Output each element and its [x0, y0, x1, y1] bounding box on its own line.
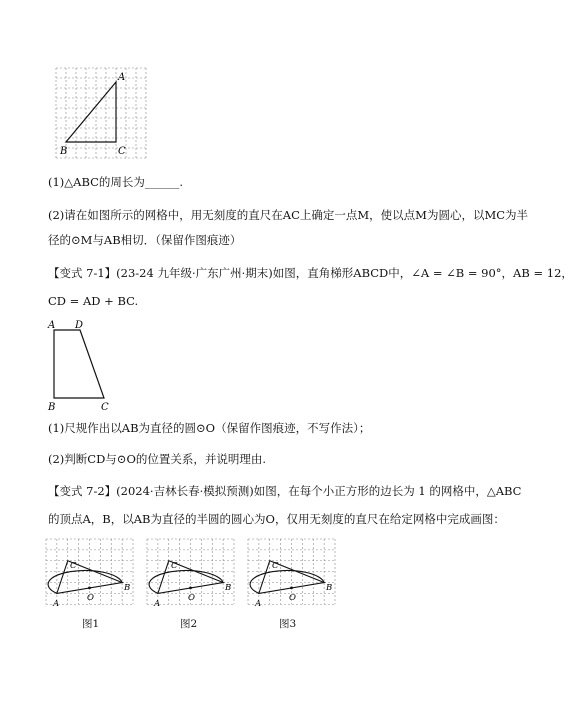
- label-a: A: [53, 599, 60, 609]
- caption-figure-3: 图3: [279, 618, 297, 630]
- grid-figure-3: [244, 535, 340, 617]
- question-2-line1: (2)请在如图所示的网格中，用无刻度的直尺在AC上确定一点M，使以点M为圆心，以MC为半: [48, 208, 529, 222]
- label-o: O: [289, 593, 296, 603]
- label-c: C: [171, 561, 178, 571]
- trapezoid-figure: [44, 318, 124, 413]
- label-c: C: [101, 402, 109, 413]
- label-a: A: [154, 599, 161, 609]
- variant-7-2-line2: 的顶点A，B，以AB为直径的半圆的圆心为O，仅用无刻度的直尺在给定网格中完成画图：: [48, 512, 505, 526]
- variant-7-1-line2: CD = AD + BC.: [48, 294, 139, 308]
- question-1: (1)△ABC的周长为______.: [48, 175, 184, 189]
- question-4: (2)判断CD与⊙O的位置关系，并说明理由.: [48, 452, 267, 466]
- label-c: C: [272, 561, 279, 571]
- label-a: A: [118, 72, 126, 83]
- label-c: C: [70, 561, 77, 571]
- grid-figure-2: [143, 535, 239, 617]
- question-2-line2: 径的⊙M与AB相切．（保留作图痕迹）: [48, 233, 242, 247]
- label-b: B: [124, 583, 131, 593]
- question-3: (1)尺规作出以AB为直径的圆⊙O（保留作图痕迹，不写作法）；: [48, 421, 371, 435]
- grid-figure-1: [42, 535, 138, 617]
- caption-figure-2: 图2: [180, 618, 198, 630]
- label-b: B: [225, 583, 232, 593]
- caption-figure-1: 图1: [82, 618, 100, 630]
- label-b: B: [326, 583, 333, 593]
- label-o: O: [87, 593, 94, 603]
- triangle-abc: [66, 82, 116, 142]
- label-d: D: [75, 320, 84, 331]
- trapezoid-abcd: [54, 330, 104, 398]
- triangle-grid-figure: [52, 64, 152, 164]
- label-a: A: [48, 320, 56, 331]
- label-b: B: [48, 402, 56, 413]
- variant-7-1-line1: 【变式 7-1】(23-24 九年级·广东广州·期末)如图，直角梯形ABCD中，∠A = ∠B = 90°，AB = 12，: [48, 266, 573, 280]
- label-o: O: [188, 593, 195, 603]
- label-b: B: [60, 146, 68, 157]
- grid-lines: [56, 68, 146, 158]
- variant-7-2-line1: 【变式 7-2】(2024·吉林长春·模拟预测)如图，在每个小正方形的边长为 1 的网格中，△ABC: [48, 484, 522, 498]
- label-c: C: [118, 146, 126, 157]
- label-a: A: [255, 599, 262, 609]
